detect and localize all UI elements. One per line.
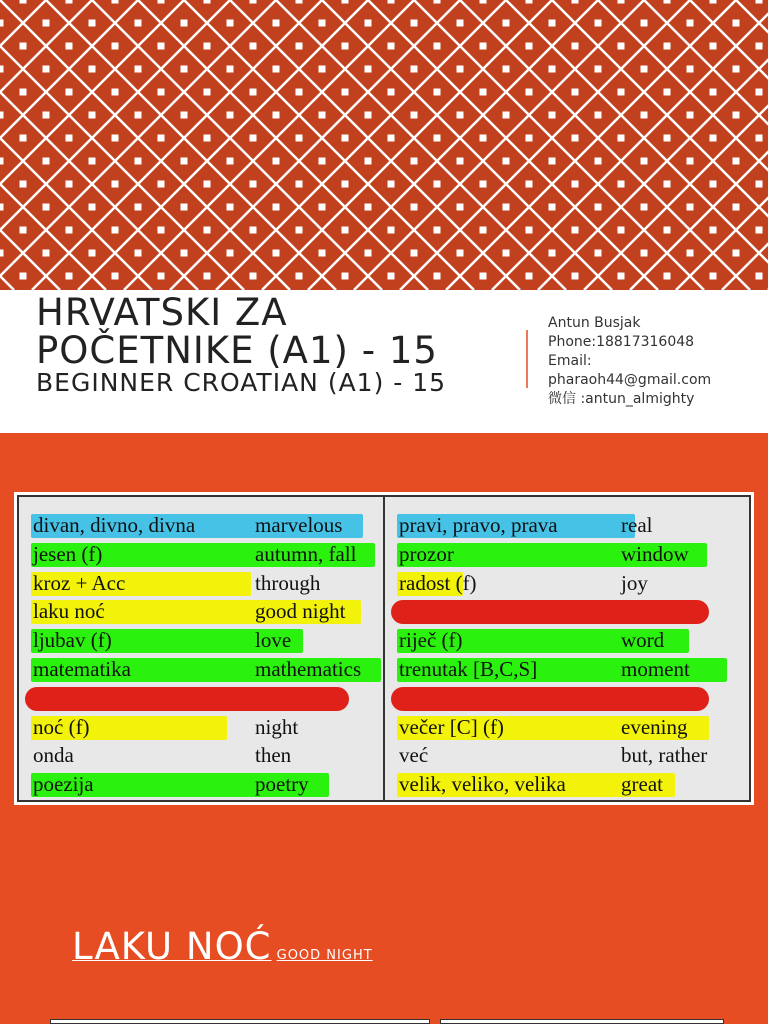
vocabulary-row <box>33 569 383 598</box>
vocabulary-row <box>399 540 749 569</box>
vocabulary-row <box>399 770 749 799</box>
croatian-word: noć (f) <box>33 714 90 739</box>
diamond-lattice-graphic <box>0 0 768 290</box>
vocabulary-row <box>399 684 749 713</box>
vocabulary-row <box>33 540 383 569</box>
croatian-word: večer [C] (f) <box>399 714 504 739</box>
slide2-heading <box>72 925 373 971</box>
croatian-word: pravi, pravo, prava <box>399 513 558 537</box>
vocabulary-row <box>399 597 749 626</box>
croatian-word: velik, veliko, velika <box>399 772 566 797</box>
vocabulary-row <box>399 741 749 770</box>
croatian-word: laku noć <box>33 599 105 624</box>
slide2-subtitle: GOOD NIGHT <box>276 948 373 963</box>
croatian-word: kroz + Acc <box>33 570 126 595</box>
vocabulary-row <box>33 770 383 799</box>
english-gloss: great <box>621 772 663 797</box>
vocabulary-row <box>33 655 383 684</box>
croatian-word: onda <box>33 743 74 768</box>
croatian-word: radost (f) <box>399 570 477 595</box>
next-slide-preview-left <box>50 1019 430 1024</box>
strikethrough-mark <box>391 600 709 624</box>
croatian-word: matematika <box>33 656 131 681</box>
vocabulary-row <box>399 626 749 655</box>
next-slide-preview-right <box>440 1019 724 1024</box>
english-gloss: window <box>621 541 689 566</box>
contact-info <box>548 314 763 409</box>
strikethrough-mark <box>391 687 709 711</box>
english-gloss: but, rather <box>621 743 708 768</box>
vocabulary-row <box>33 684 383 713</box>
contact-email: pharaoh44@gmail.com <box>548 372 712 388</box>
slide2-title: LAKU NOĆ <box>72 925 272 968</box>
contact-name: Antun Busjak <box>548 315 641 331</box>
croatian-word: ljubav (f) <box>33 628 112 653</box>
vocabulary-column-left <box>19 497 385 800</box>
english-gloss: then <box>255 743 292 768</box>
croatian-word: trenutak [B,C,S] <box>399 656 538 681</box>
vocabulary-row <box>33 713 383 742</box>
english-gloss: good night <box>255 599 346 624</box>
vocabulary-row <box>399 713 749 742</box>
vocabulary-row <box>399 569 749 598</box>
vocabulary-column-right <box>385 497 749 800</box>
page-title: HRVATSKI ZA POČETNIKE (A1) - 15 <box>36 291 438 372</box>
croatian-word: prozor <box>399 541 454 566</box>
croatian-word: poezija <box>33 772 94 797</box>
vocabulary-row <box>33 741 383 770</box>
decorative-pattern <box>0 0 768 290</box>
vertical-divider <box>526 330 528 388</box>
vocabulary-row <box>399 655 749 684</box>
contact-social: 微信 :antun_almighty <box>548 391 695 407</box>
english-gloss: word <box>621 628 665 653</box>
page-subtitle: BEGINNER CROATIAN (A1) - 15 <box>36 368 447 397</box>
english-gloss: evening <box>621 714 688 739</box>
croatian-word: riječ (f) <box>399 628 463 653</box>
vocabulary-row <box>33 597 383 626</box>
vocabulary-table <box>14 492 754 805</box>
vocabulary-row <box>399 511 749 540</box>
vocabulary-row <box>33 511 383 540</box>
title-band <box>0 290 768 433</box>
contact-phone: Phone:18817316048 <box>548 334 695 350</box>
english-gloss: marvelous <box>255 513 343 537</box>
english-gloss: love <box>255 628 292 653</box>
english-gloss: moment <box>621 656 690 681</box>
english-gloss: mathematics <box>255 656 362 681</box>
english-gloss: joy <box>621 570 648 595</box>
croatian-word: divan, divno, divna <box>33 513 196 537</box>
english-gloss: autumn, fall <box>255 541 357 566</box>
english-gloss: real <box>621 513 653 537</box>
english-gloss: through <box>255 570 321 595</box>
english-gloss: poetry <box>255 772 309 797</box>
strikethrough-mark <box>25 687 349 711</box>
vocabulary-table-inner <box>17 495 751 802</box>
croatian-word: jesen (f) <box>33 541 103 566</box>
croatian-word: već <box>399 743 429 768</box>
contact-email-label: Email: <box>548 353 592 369</box>
vocabulary-row <box>33 626 383 655</box>
english-gloss: night <box>255 714 299 739</box>
